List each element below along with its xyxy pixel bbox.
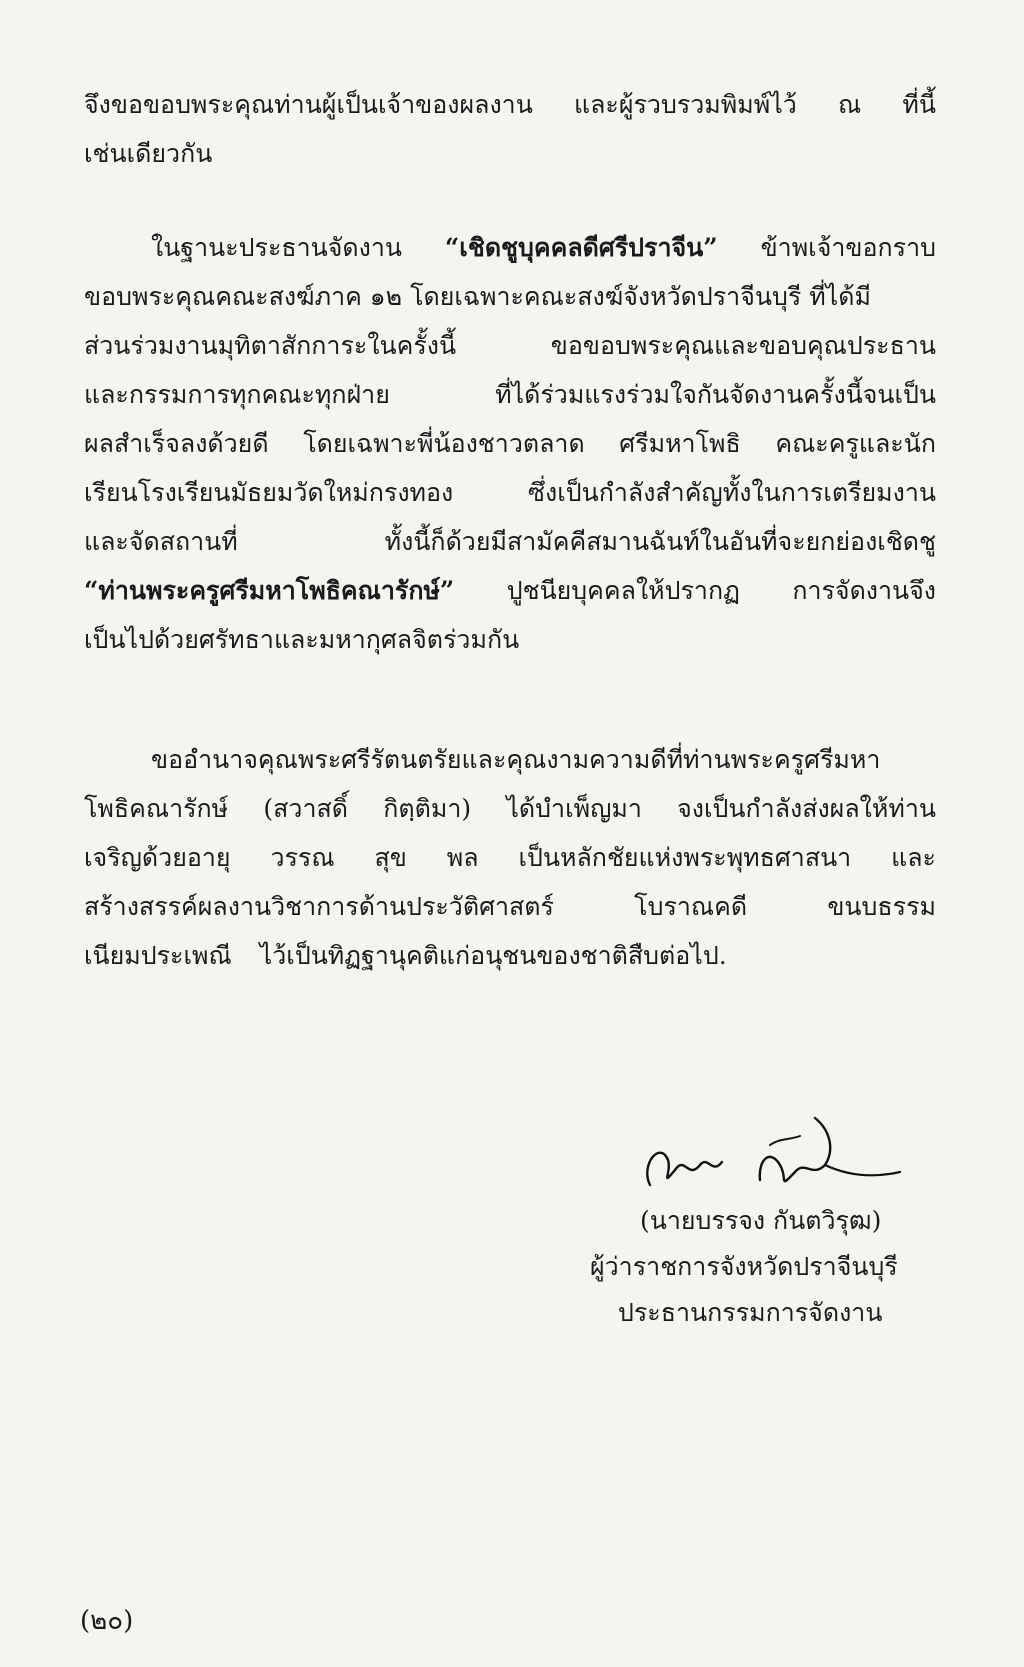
signatory-position: ผู้ว่าราชการจังหวัดปราจีนบุรี: [590, 1252, 898, 1281]
text-line: “ท่านพระครูศรีมหาโพธิคณารักษ์” ปูชนียบุคคลให้ปรากฏ การจัดงานจึง: [84, 576, 936, 605]
text-line: เจริญด้วยอายุ วรรณ สุข พล เป็นหลักชัยแห่งพระพุทธศาสนา และ: [84, 843, 936, 872]
text-line: ผลสำเร็จลงด้วยดี โดยเฉพาะพี่น้องชาวตลาด ศรีมหาโพธิ คณะครูและนัก: [84, 429, 936, 458]
page-number: (๒๐): [80, 1606, 134, 1636]
signatory-role: ประธานกรรมการจัดงาน: [618, 1298, 883, 1327]
text-line: ส่วนร่วมงานมุทิตาสักการะในครั้งนี้ ขอขอบพระคุณและขอบคุณประธาน: [84, 331, 936, 360]
paragraph-3: [84, 735, 936, 980]
handwritten-signature: [630, 1110, 910, 1200]
signature-block: [590, 1198, 950, 1336]
text-line: เนียมประเพณี ไว้เป็นทิฏฐานุคติแก่อนุชนของชาติสืบต่อไป.: [84, 941, 727, 970]
paragraph-2: [84, 223, 936, 664]
text-line: จึงขอขอบพระคุณท่านผู้เป็นเจ้าของผลงาน และผู้รวบรวมพิมพ์ไว้ ณ ที่นี้: [84, 90, 936, 119]
text-line: ในฐานะประธานจัดงาน “เชิดชูบุคคลดีศรีปราจีน” ข้าพเจ้าขอกราบ: [151, 233, 936, 262]
text-line: และจัดสถานที่ ทั้งนี้ก็ด้วยมีสามัคคีสมานฉันท์ในอันที่จะยกย่องเชิดชู: [84, 527, 936, 556]
text-line: ขออำนาจคุณพระศรีรัตนตรัยและคุณงามความดีที่ท่านพระครูศรีมหา: [151, 745, 881, 774]
text-line: เป็นไปด้วยศรัทธาและมหากุศลจิตร่วมกัน: [84, 625, 520, 654]
text-line: เรียนโรงเรียนมัธยมวัดใหม่กรงทอง ซึ่งเป็นกำลังสำคัญทั้งในการเตรียมงาน: [84, 478, 936, 507]
signatory-name: (นายบรรจง กันตวิรุฒ): [640, 1206, 882, 1235]
paragraph-1: [84, 80, 936, 178]
text-line: ขอบพระคุณคณะสงฆ์ภาค ๑๒ โดยเฉพาะคณะสงฆ์จังหวัดปราจีนบุรี ที่ได้มี: [84, 282, 871, 311]
text-line: เช่นเดียวกัน: [84, 139, 213, 168]
text-line: และกรรมการทุกคณะทุกฝ่าย ที่ได้ร่วมแรงร่วมใจกันจัดงานครั้งนี้จนเป็น: [84, 380, 936, 409]
text-line: โพธิคณารักษ์ (สวาสดิ์ กิตฺติมา) ได้บำเพ็ญมา จงเป็นกำลังส่งผลให้ท่าน: [84, 794, 936, 823]
text-line: สร้างสรรค์ผลงานวิชาการด้านประวัติศาสตร์ โบราณคดี ขนบธรรม: [84, 892, 936, 921]
